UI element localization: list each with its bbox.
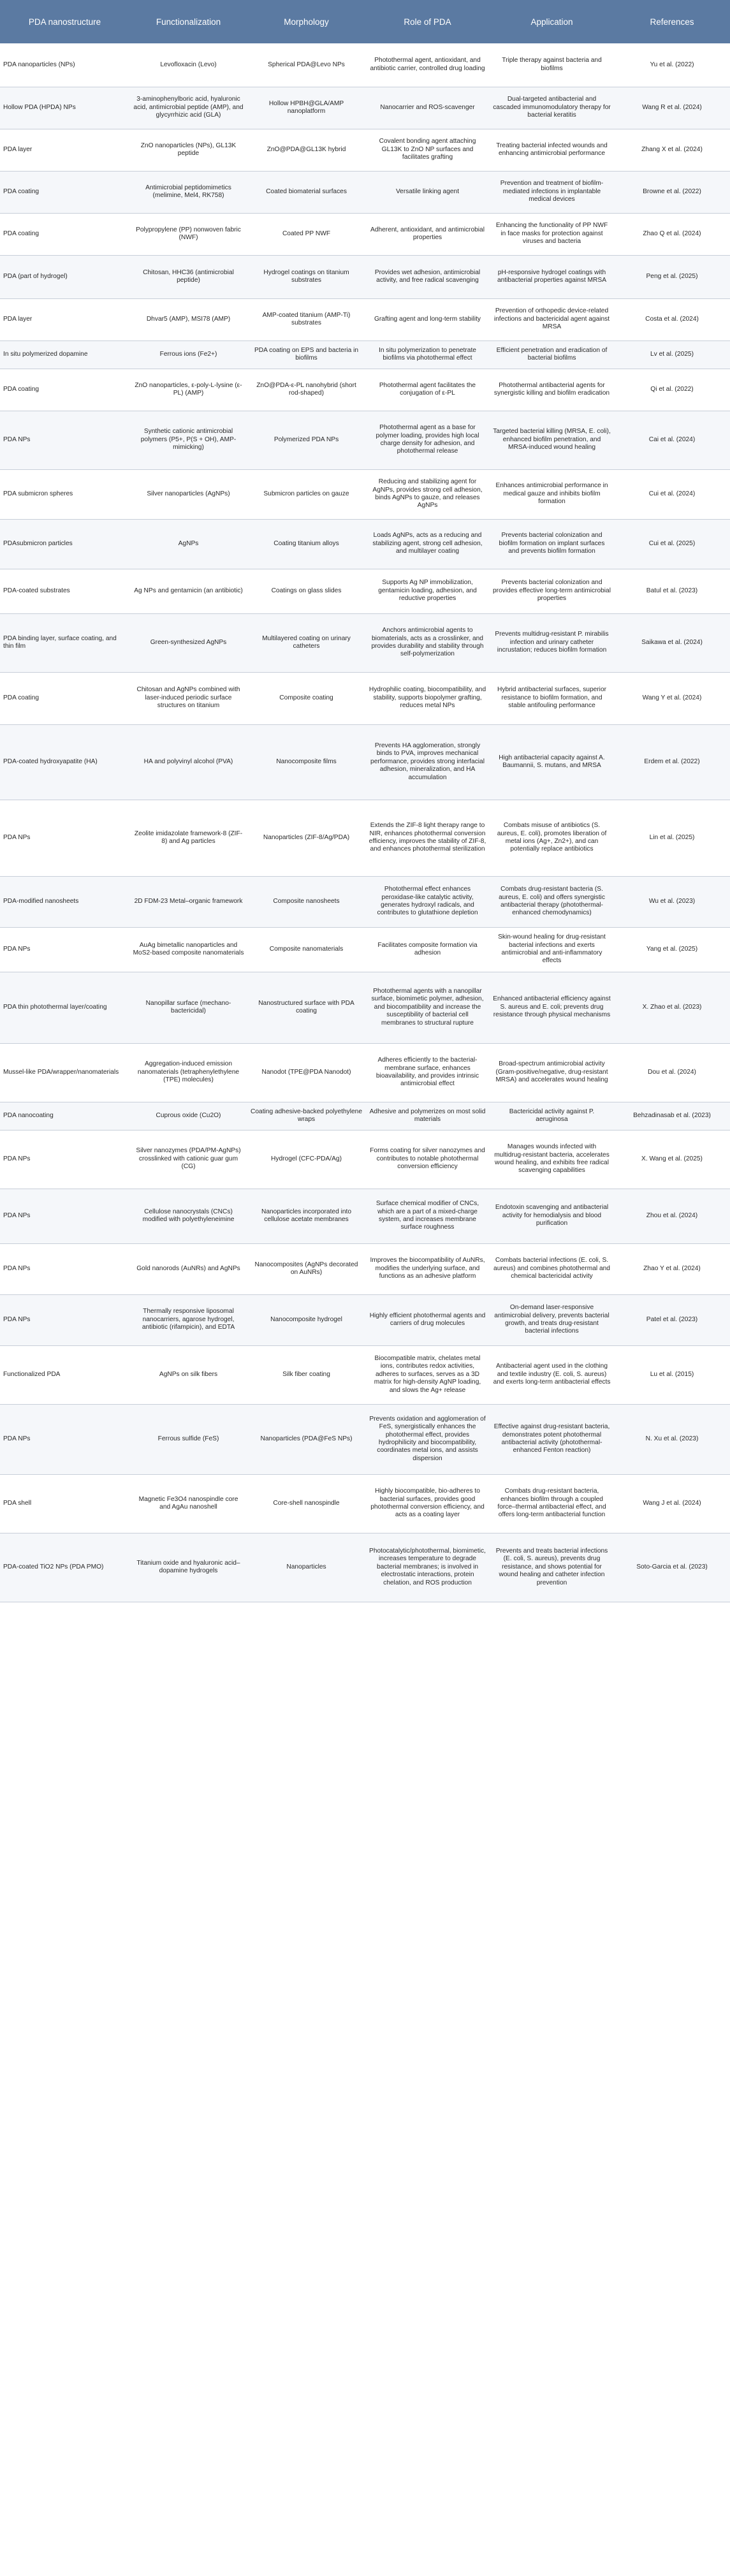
header-functionalization: Functionalization bbox=[129, 0, 247, 43]
application-cell: Skin-wound healing for drug-resistant bacterial infections and exerts antimicrobial and anti-inflammatory effects bbox=[490, 927, 614, 972]
nanostructure-cell: PDA coating bbox=[0, 171, 129, 213]
morphology-cell: Composite nanosheets bbox=[247, 876, 365, 927]
morphology-cell: Composite coating bbox=[247, 672, 365, 724]
morphology-cell: ZnO@PDA-ε-PL nanohybrid (short rod-shaped) bbox=[247, 369, 365, 411]
functionalization-cell: Thermally responsive liposomal nanocarriers, agarose hydrogel, antibiotic (rifampicin), and EDTA bbox=[129, 1294, 247, 1345]
table-row bbox=[0, 1345, 730, 1404]
nanostructure-cell: PDA NPs bbox=[0, 1189, 129, 1243]
role-cell: Photothermal agent as a base for polymer loading, provides high local charge density for adhesion, and photothermal release bbox=[365, 411, 490, 469]
functionalization-cell: HA and polyvinyl alcohol (PVA) bbox=[129, 724, 247, 800]
role-cell: Photocatalytic/photothermal, biomimetic, increases temperature to degrade bacterial membranes; is involved in electrostatic interactions, protein chelation, and ROS production bbox=[365, 1533, 490, 1602]
reference-cell: Batul et al. (2023) bbox=[614, 569, 730, 613]
role-cell: Adheres efficiently to the bacterial-membrane surface, enhances bioavailability, and provides intrinsic antimicrobial effect bbox=[365, 1043, 490, 1102]
morphology-cell: Spherical PDA@Levo NPs bbox=[247, 43, 365, 87]
table-row bbox=[0, 43, 730, 87]
application-cell: Combats misuse of antibiotics (S. aureus, E. coli), promotes liberation of metal ions (Ag+, Zn2+), and can potentially replace antibiotics bbox=[490, 800, 614, 876]
morphology-cell: Nanoparticles bbox=[247, 1533, 365, 1602]
reference-cell: Zhao Y et al. (2024) bbox=[614, 1243, 730, 1294]
role-cell: Anchors antimicrobial agents to biomaterials, acts as a crosslinker, and provides durability and stability through self-polymerization bbox=[365, 613, 490, 672]
table-row bbox=[0, 672, 730, 724]
role-cell: Grafting agent and long-term stability bbox=[365, 298, 490, 340]
role-cell: Versatile linking agent bbox=[365, 171, 490, 213]
role-cell: Highly efficient photothermal agents and carriers of drug molecules bbox=[365, 1294, 490, 1345]
role-cell: Photothermal agent, antioxidant, and antibiotic carrier, controlled drug loading bbox=[365, 43, 490, 87]
reference-cell: Lin et al. (2025) bbox=[614, 800, 730, 876]
functionalization-cell: Magnetic Fe3O4 nanospindle core and AgAu nanoshell bbox=[129, 1474, 247, 1533]
morphology-cell: Nanocomposites (AgNPs decorated on AuNRs) bbox=[247, 1243, 365, 1294]
functionalization-cell: Dhvar5 (AMP), MSI78 (AMP) bbox=[129, 298, 247, 340]
application-cell: Manages wounds infected with multidrug-resistant bacteria, accelerates wound healing, and exhibits free radical scavenging capabilities bbox=[490, 1130, 614, 1189]
table-row bbox=[0, 519, 730, 569]
morphology-cell: Coating titanium alloys bbox=[247, 519, 365, 569]
morphology-cell: Nanoparticles incorporated into cellulose acetate membranes bbox=[247, 1189, 365, 1243]
morphology-cell: Nanostructured surface with PDA coating bbox=[247, 972, 365, 1043]
morphology-cell: Hollow HPBH@GLA/AMP nanoplatform bbox=[247, 87, 365, 129]
role-cell: Prevents oxidation and agglomeration of FeS, synergistically enhances the photothermal effect, provides hydrophilicity and biocompatibility, coordinates metal ions, and assists dispersion bbox=[365, 1404, 490, 1474]
application-cell: Effective against drug-resistant bacteria, demonstrates potent photothermal antibacterial activity (photothermal-enhanced Fenton reaction) bbox=[490, 1404, 614, 1474]
nanostructure-cell: PDA (part of hydrogel) bbox=[0, 255, 129, 298]
nanostructure-cell: PDA NPs bbox=[0, 800, 129, 876]
nanostructure-cell: PDA-coated hydroxyapatite (HA) bbox=[0, 724, 129, 800]
morphology-cell: Nanoparticles (PDA@FeS NPs) bbox=[247, 1404, 365, 1474]
header-pda-nanostructure: PDA nanostructure bbox=[0, 0, 129, 43]
application-cell: Prevents bacterial colonization and provides effective long-term antimicrobial properties bbox=[490, 569, 614, 613]
nanostructure-cell: PDA nanocoating bbox=[0, 1102, 129, 1130]
functionalization-cell: AgNPs on silk fibers bbox=[129, 1345, 247, 1404]
application-cell: Prevention and treatment of biofilm-mediated infections in implantable medical devices bbox=[490, 171, 614, 213]
functionalization-cell: 2D FDM-23 Metal–organic framework bbox=[129, 876, 247, 927]
reference-cell: Costa et al. (2024) bbox=[614, 298, 730, 340]
table-row bbox=[0, 171, 730, 213]
nanostructure-cell: PDA coating bbox=[0, 672, 129, 724]
application-cell: Prevents and treats bacterial infections (E. coli, S. aureus), prevents drug resistance, and shows potential for wound healing and catheter infection prevention bbox=[490, 1533, 614, 1602]
nanostructure-cell: PDA layer bbox=[0, 129, 129, 171]
application-cell: High antibacterial capacity against A. Baumannii, S. mutans, and MRSA bbox=[490, 724, 614, 800]
morphology-cell: Coating adhesive-backed polyethylene wraps bbox=[247, 1102, 365, 1130]
morphology-cell: Coated PP NWF bbox=[247, 213, 365, 255]
role-cell: Provides wet adhesion, antimicrobial activity, and free radical scavenging bbox=[365, 255, 490, 298]
reference-cell: Lv et al. (2025) bbox=[614, 340, 730, 369]
nanostructure-cell: Hollow PDA (HPDA) NPs bbox=[0, 87, 129, 129]
reference-cell: Zhou et al. (2024) bbox=[614, 1189, 730, 1243]
reference-cell: Zhao Q et al. (2024) bbox=[614, 213, 730, 255]
role-cell: Biocompatible matrix, chelates metal ions, contributes redox activities, adheres to surfaces, serves as a 3D matrix for high-density AgNP loading, and slows the Ag+ release bbox=[365, 1345, 490, 1404]
nanostructure-cell: PDA thin photothermal layer/coating bbox=[0, 972, 129, 1043]
reference-cell: Zhang X et al. (2024) bbox=[614, 129, 730, 171]
nanostructure-cell: PDA NPs bbox=[0, 927, 129, 972]
morphology-cell: AMP-coated titanium (AMP-Ti) substrates bbox=[247, 298, 365, 340]
functionalization-cell: Titanium oxide and hyaluronic acid–dopamine hydrogels bbox=[129, 1533, 247, 1602]
functionalization-cell: Ag NPs and gentamicin (an antibiotic) bbox=[129, 569, 247, 613]
reference-cell: N. Xu et al. (2023) bbox=[614, 1404, 730, 1474]
table-row bbox=[0, 129, 730, 171]
role-cell: Forms coating for silver nanozymes and contributes to notable photothermal conversion efficiency bbox=[365, 1130, 490, 1189]
morphology-cell: Submicron particles on gauze bbox=[247, 469, 365, 519]
role-cell: Improves the biocompatibility of AuNRs, modifies the underlying surface, and functions as an adhesive platform bbox=[365, 1243, 490, 1294]
role-cell: Surface chemical modifier of CNCs, which are a part of a mixed-charge system, and increases membrane surface roughness bbox=[365, 1189, 490, 1243]
table-row bbox=[0, 1043, 730, 1102]
functionalization-cell: Ferrous sulfide (FeS) bbox=[129, 1404, 247, 1474]
application-cell: Combats drug-resistant bacteria (S. aureus, E. coli) and offers synergistic antibacterial therapy (photothermal-enhanced chemodynamics) bbox=[490, 876, 614, 927]
header-references: References bbox=[614, 0, 730, 43]
application-cell: Hybrid antibacterial surfaces, superior resistance to biofilm formation, and stable antifouling performance bbox=[490, 672, 614, 724]
functionalization-cell: Antimicrobial peptidomimetics (melimine, Mel4, RK758) bbox=[129, 171, 247, 213]
nanostructure-cell: PDA NPs bbox=[0, 1294, 129, 1345]
reference-cell: Wang J et al. (2024) bbox=[614, 1474, 730, 1533]
reference-cell: Peng et al. (2025) bbox=[614, 255, 730, 298]
nanostructure-cell: PDA submicron spheres bbox=[0, 469, 129, 519]
application-cell: Enhancing the functionality of PP NWF in face masks for protection against viruses and bacteria bbox=[490, 213, 614, 255]
functionalization-cell: Cellulose nanocrystals (CNCs) modified with polyethyleneimine bbox=[129, 1189, 247, 1243]
table-row bbox=[0, 340, 730, 369]
reference-cell: Soto-Garcia et al. (2023) bbox=[614, 1533, 730, 1602]
table-row bbox=[0, 1404, 730, 1474]
application-cell: Broad-spectrum antimicrobial activity (Gram-positive/negative, drug-resistant MRSA) and accelerates wound healing bbox=[490, 1043, 614, 1102]
table-row bbox=[0, 469, 730, 519]
functionalization-cell: ZnO nanoparticles (NPs), GL13K peptide bbox=[129, 129, 247, 171]
role-cell: In situ polymerization to penetrate biofilms via photothermal effect bbox=[365, 340, 490, 369]
role-cell: Facilitates composite formation via adhesion bbox=[365, 927, 490, 972]
application-cell: On-demand laser-responsive antimicrobial delivery, prevents bacterial growth, and treats drug-resistant bacterial infections bbox=[490, 1294, 614, 1345]
nanostructure-cell: PDA NPs bbox=[0, 411, 129, 469]
reference-cell: Cai et al. (2024) bbox=[614, 411, 730, 469]
functionalization-cell: Ferrous ions (Fe2+) bbox=[129, 340, 247, 369]
role-cell: Loads AgNPs, acts as a reducing and stabilizing agent, strong cell adhesion, and multilayer coating bbox=[365, 519, 490, 569]
table-row bbox=[0, 1130, 730, 1189]
functionalization-cell: Nanopillar surface (mechano-bactericidal) bbox=[129, 972, 247, 1043]
reference-cell: Wang R et al. (2024) bbox=[614, 87, 730, 129]
application-cell: Prevents multidrug-resistant P. mirabilis infection and urinary catheter incrustation; reduces biofilm formation bbox=[490, 613, 614, 672]
application-cell: Endotoxin scavenging and antibacterial activity for hemodialysis and blood purification bbox=[490, 1189, 614, 1243]
morphology-cell: Nanocomposite films bbox=[247, 724, 365, 800]
reference-cell: Wu et al. (2023) bbox=[614, 876, 730, 927]
application-cell: Prevention of orthopedic device-related infections and bactericidal agent against MRSA bbox=[490, 298, 614, 340]
header-application: Application bbox=[490, 0, 614, 43]
table-row bbox=[0, 255, 730, 298]
morphology-cell: PDA coating on EPS and bacteria in biofilms bbox=[247, 340, 365, 369]
header-morphology: Morphology bbox=[247, 0, 365, 43]
functionalization-cell: Zeolite imidazolate framework-8 (ZIF-8) and Ag particles bbox=[129, 800, 247, 876]
nanostructure-cell: PDA layer bbox=[0, 298, 129, 340]
application-cell: Bactericidal activity against P. aeruginosa bbox=[490, 1102, 614, 1130]
application-cell: Efficient penetration and eradication of bacterial biofilms bbox=[490, 340, 614, 369]
application-cell: Photothermal antibacterial agents for synergistic killing and biofilm eradication bbox=[490, 369, 614, 411]
table-row bbox=[0, 1474, 730, 1533]
table-row bbox=[0, 569, 730, 613]
nanostructure-cell: PDA NPs bbox=[0, 1243, 129, 1294]
application-cell: Targeted bacterial killing (MRSA, E. coli), enhanced biofilm penetration, and MRSA-induced wound healing bbox=[490, 411, 614, 469]
nanostructure-cell: In situ polymerized dopamine bbox=[0, 340, 129, 369]
table-row bbox=[0, 87, 730, 129]
nanostructure-cell: PDA NPs bbox=[0, 1130, 129, 1189]
nanostructure-cell: PDA NPs bbox=[0, 1404, 129, 1474]
table-row bbox=[0, 1294, 730, 1345]
reference-cell: Browne et al. (2022) bbox=[614, 171, 730, 213]
morphology-cell: Coatings on glass slides bbox=[247, 569, 365, 613]
reference-cell: Cui et al. (2024) bbox=[614, 469, 730, 519]
functionalization-cell: Chitosan, HHC36 (antimicrobial peptide) bbox=[129, 255, 247, 298]
role-cell: Hydrophilic coating, biocompatibility, and stability, supports biopolymer grafting, reduces metal NPs bbox=[365, 672, 490, 724]
morphology-cell: Coated biomaterial surfaces bbox=[247, 171, 365, 213]
functionalization-cell: Green-synthesized AgNPs bbox=[129, 613, 247, 672]
nanostructure-cell: PDA binding layer, surface coating, and thin film bbox=[0, 613, 129, 672]
application-cell: Antibacterial agent used in the clothing and textile industry (E. coli, S. aureus) and exerts long-term antibacterial effects bbox=[490, 1345, 614, 1404]
application-cell: Combats bacterial infections (E. coli, S. aureus) and combines photothermal and chemical bactericidal activity bbox=[490, 1243, 614, 1294]
functionalization-cell: AgNPs bbox=[129, 519, 247, 569]
table-row bbox=[0, 1102, 730, 1130]
functionalization-cell: Chitosan and AgNPs combined with laser-induced periodic surface structures on titanium bbox=[129, 672, 247, 724]
reference-cell: X. Zhao et al. (2023) bbox=[614, 972, 730, 1043]
table-row bbox=[0, 972, 730, 1043]
functionalization-cell: Cuprous oxide (Cu2O) bbox=[129, 1102, 247, 1130]
nanostructure-cell: PDA coating bbox=[0, 213, 129, 255]
table-row bbox=[0, 876, 730, 927]
morphology-cell: Nanoparticles (ZIF-8/Ag/PDA) bbox=[247, 800, 365, 876]
functionalization-cell: 3-aminophenylboric acid, hyaluronic acid, antimicrobial peptide (AMP), and glycyrrhizic acid (GLA) bbox=[129, 87, 247, 129]
application-cell: Prevents bacterial colonization and biofilm formation on implant surfaces and prevents biofilm formation bbox=[490, 519, 614, 569]
nanostructure-cell: PDAsubmicron particles bbox=[0, 519, 129, 569]
role-cell: Nanocarrier and ROS-scavenger bbox=[365, 87, 490, 129]
morphology-cell: Core-shell nanospindle bbox=[247, 1474, 365, 1533]
header-row bbox=[0, 0, 730, 43]
reference-cell: Yang et al. (2025) bbox=[614, 927, 730, 972]
nanostructure-cell: PDA-modified nanosheets bbox=[0, 876, 129, 927]
functionalization-cell: Polypropylene (PP) nonwoven fabric (NWF) bbox=[129, 213, 247, 255]
application-cell: Enhanced antibacterial efficiency against S. aureus and E. coli; prevents drug resistance through physical mechanisms bbox=[490, 972, 614, 1043]
table-row bbox=[0, 411, 730, 469]
reference-cell: Dou et al. (2024) bbox=[614, 1043, 730, 1102]
table-row bbox=[0, 298, 730, 340]
role-cell: Prevents HA agglomeration, strongly binds to PVA, improves mechanical performance, provides strong interfacial adhesion, mineralization, and HA accumulation bbox=[365, 724, 490, 800]
morphology-cell: Composite nanomaterials bbox=[247, 927, 365, 972]
reference-cell: X. Wang et al. (2025) bbox=[614, 1130, 730, 1189]
role-cell: Reducing and stabilizing agent for AgNPs, provides strong cell adhesion, binds AgNPs to gauze, and releases AgNPs bbox=[365, 469, 490, 519]
table-row bbox=[0, 369, 730, 411]
nanostructure-cell: PDA nanoparticles (NPs) bbox=[0, 43, 129, 87]
role-cell: Photothermal agents with a nanopillar surface, biomimetic polymer, adhesion, and biocompatibility and increase the susceptibility of bacterial cell membranes to structural rupture bbox=[365, 972, 490, 1043]
functionalization-cell: Synthetic cationic antimicrobial polymers (P5+, P(S + OH), AMP-mimicking) bbox=[129, 411, 247, 469]
application-cell: Dual-targeted antibacterial and cascaded immunomodulatory therapy for bacterial keratitis bbox=[490, 87, 614, 129]
morphology-cell: Polymerized PDA NPs bbox=[247, 411, 365, 469]
application-cell: pH-responsive hydrogel coatings with antibacterial properties against MRSA bbox=[490, 255, 614, 298]
functionalization-cell: AuAg bimetallic nanoparticles and MoS2-based composite nanomaterials bbox=[129, 927, 247, 972]
reference-cell: Lu et al. (2015) bbox=[614, 1345, 730, 1404]
functionalization-cell: Aggregation-induced emission nanomaterials (tetraphenylethylene (TPE) molecules) bbox=[129, 1043, 247, 1102]
morphology-cell: Multilayered coating on urinary catheters bbox=[247, 613, 365, 672]
role-cell: Photothermal agent facilitates the conjugation of ε-PL bbox=[365, 369, 490, 411]
role-cell: Extends the ZIF-8 light therapy range to NIR, enhances photothermal conversion efficiency, improves the stability of ZIF-8, and enhances photothermal sterilization bbox=[365, 800, 490, 876]
nanostructure-cell: PDA-coated TiO2 NPs (PDA PMO) bbox=[0, 1533, 129, 1602]
role-cell: Covalent bonding agent attaching GL13K to ZnO NP surfaces and facilitates grafting bbox=[365, 129, 490, 171]
role-cell: Supports Ag NP immobilization, gentamicin loading, adhesion, and reductive properties bbox=[365, 569, 490, 613]
reference-cell: Erdem et al. (2022) bbox=[614, 724, 730, 800]
morphology-cell: Hydrogel (CFC-PDA/Ag) bbox=[247, 1130, 365, 1189]
morphology-cell: ZnO@PDA@GL13K hybrid bbox=[247, 129, 365, 171]
reference-cell: Patel et al. (2023) bbox=[614, 1294, 730, 1345]
application-cell: Triple therapy against bacteria and biofilms bbox=[490, 43, 614, 87]
reference-cell: Yu et al. (2022) bbox=[614, 43, 730, 87]
header-role-of-pda: Role of PDA bbox=[365, 0, 490, 43]
functionalization-cell: ZnO nanoparticles, ε-poly-L-lysine (ε-PL) (AMP) bbox=[129, 369, 247, 411]
morphology-cell: Nanocomposite hydrogel bbox=[247, 1294, 365, 1345]
nanostructure-cell: PDA shell bbox=[0, 1474, 129, 1533]
table-row bbox=[0, 613, 730, 672]
application-cell: Enhances antimicrobial performance in medical gauze and inhibits biofilm formation bbox=[490, 469, 614, 519]
functionalization-cell: Levofloxacin (Levo) bbox=[129, 43, 247, 87]
reference-cell: Wang Y et al. (2024) bbox=[614, 672, 730, 724]
application-cell: Treating bacterial infected wounds and enhancing antimicrobial performance bbox=[490, 129, 614, 171]
table-row bbox=[0, 800, 730, 876]
role-cell: Adherent, antioxidant, and antimicrobial properties bbox=[365, 213, 490, 255]
table-header bbox=[0, 0, 730, 43]
role-cell: Highly biocompatible, bio-adheres to bacterial surfaces, provides good photothermal conversion efficiency, and acts as a coating layer bbox=[365, 1474, 490, 1533]
morphology-cell: Nanodot (TPE@PDA Nanodot) bbox=[247, 1043, 365, 1102]
morphology-cell: Silk fiber coating bbox=[247, 1345, 365, 1404]
nanostructure-cell: PDA coating bbox=[0, 369, 129, 411]
reference-cell: Qi et al. (2022) bbox=[614, 369, 730, 411]
table-row bbox=[0, 927, 730, 972]
application-cell: Combats drug-resistant bacteria, enhances biofilm through a coupled force–thermal antibacterial effect, and offers long-term antibacterial function bbox=[490, 1474, 614, 1533]
table-row bbox=[0, 724, 730, 800]
table-row bbox=[0, 213, 730, 255]
table-row bbox=[0, 1243, 730, 1294]
functionalization-cell: Gold nanorods (AuNRs) and AgNPs bbox=[129, 1243, 247, 1294]
reference-cell: Cui et al. (2025) bbox=[614, 519, 730, 569]
role-cell: Adhesive and polymerizes on most solid materials bbox=[365, 1102, 490, 1130]
table-row bbox=[0, 1533, 730, 1602]
role-cell: Photothermal effect enhances peroxidase-like catalytic activity, generates hydroxyl radicals, and contributes to glutathione depletion bbox=[365, 876, 490, 927]
reference-cell: Behzadinasab et al. (2023) bbox=[614, 1102, 730, 1130]
nanostructure-cell: Mussel-like PDA/wrapper/nanomaterials bbox=[0, 1043, 129, 1102]
table-body bbox=[0, 43, 730, 1602]
reference-cell: Saikawa et al. (2024) bbox=[614, 613, 730, 672]
functionalization-cell: Silver nanozymes (PDA/PM-AgNPs) crosslinked with cationic guar gum (CG) bbox=[129, 1130, 247, 1189]
morphology-cell: Hydrogel coatings on titanium substrates bbox=[247, 255, 365, 298]
nanostructure-cell: Functionalized PDA bbox=[0, 1345, 129, 1404]
functionalization-cell: Silver nanoparticles (AgNPs) bbox=[129, 469, 247, 519]
table-row bbox=[0, 1189, 730, 1243]
nanostructure-cell: PDA-coated substrates bbox=[0, 569, 129, 613]
